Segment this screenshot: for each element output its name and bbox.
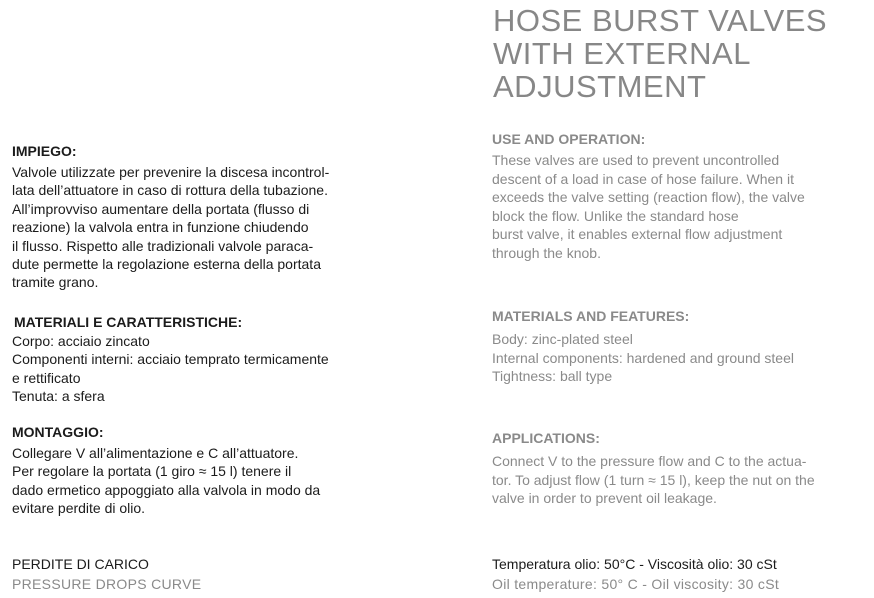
- page-title: [493, 4, 863, 103]
- materiali-line: Componenti interni: acciaio temprato termicamente: [12, 351, 329, 368]
- materials-line: Body: zinc-plated steel: [492, 331, 633, 347]
- applications-line: valve in order to prevent oil leakage.: [492, 490, 717, 507]
- materiali-text: [12, 332, 329, 406]
- title-line-3: ADJUSTMENT: [493, 69, 707, 104]
- materiali-line: Tenuta: a sfera: [12, 388, 105, 405]
- impiego-line: reazione) la valvola entra in funzione chiudendo: [12, 219, 309, 236]
- applications-line: tor. To adjust flow (1 turn ≈ 15 l), keep the nut on the: [492, 471, 815, 488]
- use-line: These valves are used to prevent uncontrolled: [492, 152, 780, 168]
- montaggio-line: dado ermetico appoggiato alla valvola in modo da: [12, 481, 321, 498]
- impiego-line: il flusso. Rispetto alle tradizionali valvole paraca-: [12, 237, 314, 254]
- montaggio-line: Collegare V all’alimentazione e C all’attuatore.: [12, 445, 299, 461]
- temp-it-label: Temperatura olio:: [492, 556, 601, 572]
- materials-line: Internal components: hardened and ground steel: [492, 349, 794, 366]
- materials-heading: MATERIALS AND FEATURES:: [492, 308, 690, 324]
- use-line: burst valve, it enables external flow adjustment: [492, 226, 783, 243]
- impiego-line: lata dell’attuatore in caso di rottura della tubazione.: [12, 182, 328, 199]
- applications-heading: APPLICATIONS:: [492, 430, 600, 446]
- impiego-text: [12, 163, 329, 292]
- visc-it-value: 30 cSt: [733, 556, 777, 572]
- oil-temperature-en: Oil temperature: 50° C - Oil viscosity: 30 cSt: [492, 576, 780, 592]
- use-heading: USE AND OPERATION:: [492, 131, 646, 147]
- impiego-line: dute permette la regolazione esterna della portata: [12, 256, 321, 273]
- temp-it-value: 50°C -: [600, 556, 648, 572]
- materiali-line: Corpo: acciaio zincato: [12, 333, 150, 349]
- impiego-line: Valvole utilizzate per prevenire la discesa incontrol-: [12, 164, 330, 180]
- use-line: block the flow. Unlike the standard hose: [492, 207, 739, 224]
- use-text: [492, 151, 805, 263]
- impiego-line: tramite grano.: [12, 274, 99, 291]
- montaggio-line: evitare perdite di olio.: [12, 500, 146, 517]
- title-line-2: WITH EXTERNAL: [493, 36, 751, 71]
- visc-it-label: Viscosità olio:: [647, 556, 734, 572]
- materials-text: [492, 330, 794, 386]
- use-line: descent of a load in case of hose failure. When it: [492, 170, 794, 187]
- montaggio-line: Per regolare la portata (1 giro ≈ 15 l) tenere il: [12, 463, 292, 480]
- materiali-line: e rettificato: [12, 369, 81, 386]
- perdite-di-carico-label: PERDITE DI CARICO: [12, 556, 149, 572]
- applications-text: [492, 452, 815, 508]
- montaggio-heading: MONTAGGIO:: [12, 424, 104, 440]
- oil-temperature-it: [492, 556, 777, 572]
- use-line: exceeds the valve setting (reaction flow), the valve: [492, 189, 805, 206]
- materials-line: Tightness: ball type: [492, 368, 613, 385]
- pressure-drops-label: PRESSURE DROPS CURVE: [12, 576, 202, 592]
- materiali-heading: MATERIALI E CARATTERISTICHE:: [14, 314, 243, 330]
- montaggio-text: [12, 444, 320, 518]
- impiego-line: All’improvviso aumentare della portata (flusso di: [12, 200, 310, 217]
- impiego-heading: IMPIEGO:: [12, 143, 77, 159]
- title-line-1: HOSE BURST VALVES: [493, 3, 828, 38]
- use-line: through the knob.: [492, 244, 601, 261]
- applications-line: Connect V to the pressure flow and C to the actua-: [492, 453, 807, 469]
